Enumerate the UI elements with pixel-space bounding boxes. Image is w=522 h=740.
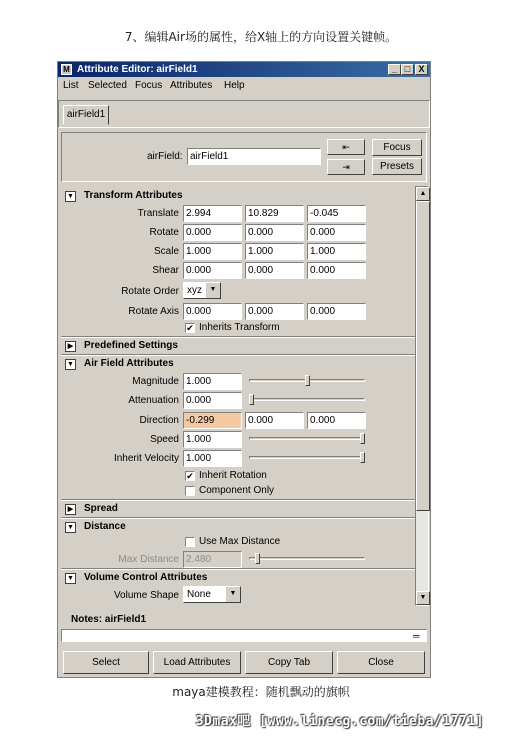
magnitude-slider-handle[interactable]	[305, 375, 310, 386]
attenuation-slider-handle[interactable]	[249, 394, 254, 405]
expand-arrow-icon[interactable]: ▶	[65, 504, 76, 515]
shear-label: Shear	[152, 265, 179, 276]
section-distance[interactable]	[61, 519, 416, 536]
collapse-arrow-icon[interactable]: ▼	[65, 359, 76, 370]
dropdown-arrow-icon: ▼	[206, 283, 220, 298]
direction-label: Direction	[139, 415, 179, 426]
attenuation-slider-track[interactable]	[249, 398, 365, 401]
inherit-rotation-checkbox[interactable]: ✔	[186, 471, 194, 481]
section-air-field-attributes[interactable]	[61, 356, 416, 373]
translate-x-field[interactable]: 2.994	[183, 205, 242, 222]
caption-top: 7、编辑Air场的属性，给X轴上的方向设置关键帧。	[124, 30, 398, 44]
shear-z-field[interactable]: 0.000	[307, 262, 366, 279]
inherit-velocity-slider-track[interactable]	[249, 456, 365, 459]
attribute-editor-window	[57, 61, 431, 678]
focus-button[interactable]: Focus	[372, 139, 422, 156]
section-title: Volume Control Attributes	[84, 572, 208, 583]
translate-label: Translate	[137, 208, 179, 219]
scale-label: Scale	[153, 246, 179, 257]
use-max-distance-label: Use Max Distance	[199, 536, 281, 547]
notes-field[interactable]	[61, 629, 427, 642]
select-button[interactable]: Select	[63, 651, 149, 674]
notes-label: Notes: airField1	[71, 614, 147, 625]
presets-button[interactable]: Presets	[372, 158, 422, 175]
volume-shape-label: Volume Shape	[113, 590, 179, 601]
menu-help[interactable]: Help	[224, 80, 245, 91]
attenuation-field[interactable]: 0.000	[183, 392, 242, 409]
max-distance-field[interactable]: 2.480	[183, 551, 242, 568]
use-max-distance-checkbox[interactable]	[185, 537, 195, 547]
node-label: airField:	[147, 151, 183, 162]
speed-slider-track[interactable]	[249, 437, 365, 440]
inherits-transform-checkbox[interactable]: ✔	[186, 323, 194, 333]
dropdown-arrow-icon: ▼	[226, 587, 240, 602]
section-spread[interactable]	[61, 501, 416, 518]
rotate-label: Rotate	[149, 227, 179, 238]
section-volume-control-attributes[interactable]	[61, 570, 416, 587]
copy-tab-button[interactable]: Copy Tab	[245, 651, 333, 674]
vertical-scrollbar[interactable]	[415, 186, 429, 606]
component-only-label: Component Only	[199, 485, 275, 496]
direction-x-field[interactable]: -0.299	[183, 412, 242, 429]
tab-strip	[58, 100, 430, 128]
section-transform-attributes[interactable]	[61, 188, 416, 205]
inherit-velocity-field[interactable]: 1.000	[183, 450, 242, 467]
close-button[interactable]: Close	[337, 651, 425, 674]
magnitude-field[interactable]: 1.000	[183, 373, 242, 390]
close-window-button[interactable]: X	[415, 64, 428, 75]
window-title: Attribute Editor: airField1	[77, 64, 198, 75]
rotate-order-dropdown[interactable]	[183, 282, 221, 299]
rotate-axis-z-field[interactable]: 0.000	[307, 303, 366, 320]
direction-y-field[interactable]: 0.000	[245, 412, 304, 429]
maximize-button[interactable]: □	[401, 64, 414, 75]
scroll-up-arrow-icon[interactable]: ▲	[416, 187, 430, 201]
notes-panel	[61, 612, 427, 648]
max-distance-slider-track[interactable]	[249, 557, 365, 560]
inherit-rotation-label: Inherit Rotation	[199, 470, 267, 481]
menu-focus[interactable]: Focus	[135, 80, 163, 91]
go-to-input-button[interactable]	[327, 139, 365, 155]
scrollbar-thumb[interactable]	[416, 201, 430, 511]
tab-airfield1[interactable]: airField1	[63, 105, 109, 125]
collapse-arrow-icon[interactable]: ▼	[65, 191, 76, 202]
section-title: Spread	[84, 503, 118, 514]
inherit-velocity-slider-handle[interactable]	[360, 452, 365, 463]
section-title: Air Field Attributes	[84, 358, 174, 369]
caption-bottom: maya建模教程：随机飘动的旗帜	[172, 685, 350, 699]
input-connection-icon: ⇤	[342, 142, 350, 152]
shear-y-field[interactable]: 0.000	[245, 262, 304, 279]
volume-shape-dropdown[interactable]	[183, 586, 241, 603]
speed-label: Speed	[150, 434, 179, 445]
rotate-z-field[interactable]: 0.000	[307, 224, 366, 241]
magnitude-label: Magnitude	[132, 376, 179, 387]
go-to-output-button[interactable]	[327, 159, 365, 175]
rotate-x-field[interactable]: 0.000	[183, 224, 242, 241]
rotate-y-field[interactable]: 0.000	[245, 224, 304, 241]
scale-x-field[interactable]: 1.000	[183, 243, 242, 260]
output-connection-icon: ⇥	[342, 162, 350, 172]
maya-app-icon: M	[61, 64, 72, 75]
rotate-axis-label: Rotate Axis	[128, 306, 179, 317]
section-title: Distance	[84, 521, 126, 532]
rotate-order-label: Rotate Order	[121, 286, 179, 297]
inherit-velocity-label: Inherit Velocity	[113, 453, 179, 464]
collapse-arrow-icon[interactable]: ▼	[65, 522, 76, 533]
bottom-button-row	[61, 651, 427, 675]
minimize-button[interactable]: _	[388, 64, 401, 75]
expand-arrow-icon[interactable]: ▶	[65, 341, 76, 352]
volume-shape-value: None	[187, 589, 211, 600]
rotate-order-value: xyz	[187, 285, 202, 296]
section-title: Transform Attributes	[84, 190, 183, 201]
collapse-arrow-icon[interactable]: ▼	[65, 573, 76, 584]
menu-bar	[58, 78, 430, 94]
rotate-axis-y-field[interactable]: 0.000	[245, 303, 304, 320]
translate-z-field[interactable]: -0.045	[307, 205, 366, 222]
node-box	[61, 132, 427, 182]
scroll-down-arrow-icon[interactable]: ▼	[416, 591, 430, 605]
rotate-axis-x-field[interactable]: 0.000	[183, 303, 242, 320]
speed-slider-handle[interactable]	[360, 433, 365, 444]
notes-resize-icon[interactable]: ═	[413, 631, 420, 641]
load-attributes-button[interactable]: Load Attributes	[153, 651, 241, 674]
menu-list[interactable]: List	[63, 80, 79, 91]
watermark: 3Dmax吧 [www.linecg.com/tieba/1771]	[195, 714, 484, 729]
menu-attributes[interactable]: Attributes	[170, 80, 213, 91]
direction-z-field[interactable]: 0.000	[307, 412, 366, 429]
section-title: Predefined Settings	[84, 340, 178, 351]
inherits-transform-label: Inherits Transform	[199, 322, 280, 333]
node-name-field[interactable]: airField1	[187, 148, 321, 165]
scale-z-field[interactable]: 1.000	[307, 243, 366, 260]
max-distance-label: Max Distance	[118, 554, 179, 565]
attribute-content	[61, 186, 416, 606]
title-bar	[58, 62, 430, 77]
translate-y-field[interactable]: 10.829	[245, 205, 304, 222]
section-predefined-settings[interactable]	[61, 338, 416, 355]
attenuation-label: Attenuation	[128, 395, 179, 406]
max-distance-slider-handle[interactable]	[255, 553, 260, 564]
menu-selected[interactable]: Selected	[88, 80, 127, 91]
speed-field[interactable]: 1.000	[183, 431, 242, 448]
shear-x-field[interactable]: 0.000	[183, 262, 242, 279]
scale-y-field[interactable]: 1.000	[245, 243, 304, 260]
component-only-checkbox[interactable]	[185, 486, 195, 496]
